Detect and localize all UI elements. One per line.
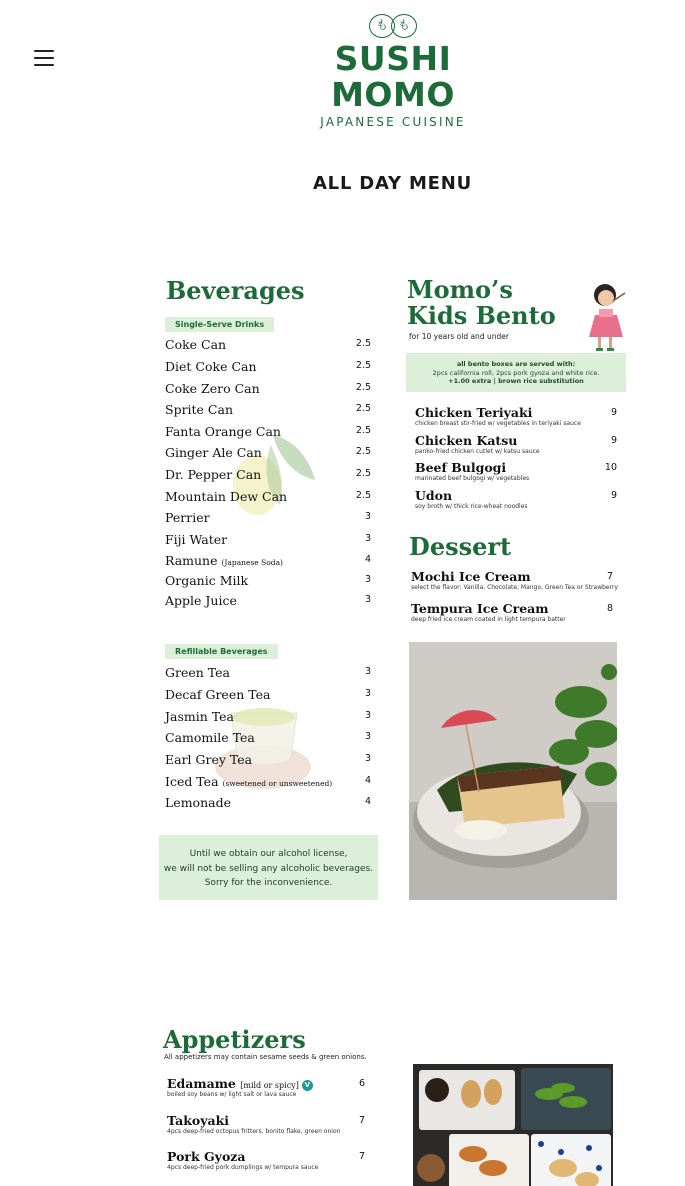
appetizer-item-desc: boiled soy beans w/ light salt or lava sauce	[167, 1091, 297, 1098]
refill-price: 3	[364, 731, 371, 742]
dessert-plate-illustration	[409, 642, 617, 900]
bento-item	[415, 405, 625, 427]
drink-price: 2.5	[355, 468, 371, 479]
bento-info-line: +1.00 extra | brown rice substitution	[448, 377, 584, 385]
appetizer-item-name-line	[167, 1149, 373, 1164]
single-serve-chip: Single-Serve Drinks	[165, 317, 274, 332]
dessert-item-price: 7	[606, 571, 613, 582]
kids-age-note: for 10 years old and under	[409, 332, 509, 341]
drink-price: 3	[364, 594, 371, 605]
drink-name: Ramune	[165, 553, 218, 568]
drink-name: Apple Juice	[165, 593, 237, 608]
girl-eating-illustration	[587, 279, 627, 353]
appetizer-item-price: 7	[358, 1151, 365, 1162]
appetizer-item-price: 6	[358, 1078, 365, 1089]
drink-price: 3	[364, 574, 371, 585]
bento-item-name: Chicken Teriyaki	[415, 405, 533, 420]
refill-row	[165, 665, 377, 680]
bento-item	[415, 460, 625, 482]
drink-row	[165, 359, 377, 374]
appetizer-item-note: [mild or spicy]	[240, 1081, 299, 1090]
refill-name: Green Tea	[165, 665, 230, 680]
drink-row	[165, 381, 377, 396]
drink-row	[165, 467, 377, 482]
drink-row	[165, 553, 377, 568]
appetizers-photo	[413, 1064, 613, 1186]
bento-info-box	[406, 353, 626, 392]
drink-name: Organic Milk	[165, 573, 249, 588]
appetizer-item-price: 7	[358, 1115, 365, 1126]
drink-name: Coke Can	[165, 337, 227, 352]
drink-name: Diet Coke Can	[165, 359, 257, 374]
appetizer-item	[167, 1076, 373, 1098]
dessert-item-desc: deep fried ice cream coated in light tempura batter	[411, 616, 566, 623]
drink-price: 2.5	[355, 425, 371, 436]
site-logo[interactable]	[272, 14, 514, 129]
drink-price: 2.5	[355, 403, 371, 414]
drink-price: 3	[364, 533, 371, 544]
drink-price: 3	[364, 511, 371, 522]
appetizer-item-name-line	[167, 1113, 373, 1128]
bento-info-line: 2pcs california roll, 2pcs pork gyoza and white rice.	[432, 368, 600, 377]
page-title: ALL DAY MENU	[312, 173, 473, 194]
bento-item-desc: soy broth w/ thick rice-wheat noodles	[415, 503, 528, 510]
drink-price: 2.5	[355, 382, 371, 393]
appetizer-item-name: Pork Gyoza	[167, 1149, 246, 1164]
refill-price: 3	[364, 753, 371, 764]
bento-item-price: 9	[610, 435, 617, 446]
appetizer-item-name: Edamame	[167, 1076, 236, 1091]
drink-name: Sprite Can	[165, 402, 233, 417]
appetizers-title: Appetizers	[163, 1025, 306, 1054]
appetizer-item	[167, 1113, 373, 1135]
dessert-item-name: Mochi Ice Cream	[411, 569, 531, 584]
beverages-title: Beverages	[166, 276, 305, 305]
refill-row	[165, 709, 377, 724]
refill-name: Decaf Green Tea	[165, 687, 271, 702]
hamburger-menu-icon[interactable]	[34, 50, 54, 66]
drink-name: Coke Zero Can	[165, 381, 260, 396]
hamburger-line	[34, 50, 54, 52]
drink-price: 2.5	[355, 490, 371, 501]
dessert-item-desc: select the flavor: Vanilla, Chocolate, Mango, Green Tea or Strawberry	[411, 584, 618, 591]
bento-item-price: 9	[610, 490, 617, 501]
dessert-title: Dessert	[409, 532, 512, 561]
refill-price: 3	[364, 710, 371, 721]
logo-mark-right: も	[391, 14, 417, 38]
hamburger-line	[34, 57, 54, 59]
drink-row	[165, 337, 377, 352]
drink-row	[165, 489, 377, 504]
drink-name: Perrier	[165, 510, 210, 525]
bento-item-price: 10	[604, 462, 617, 473]
refillable-chip: Refillable Beverages	[165, 644, 278, 659]
kids-title-line-2: Kids Bento	[407, 301, 556, 330]
refill-row	[165, 774, 377, 789]
drink-price: 2.5	[355, 446, 371, 457]
kids-bento-title	[407, 277, 556, 329]
notice-line: Until we obtain our alcohol license,	[189, 849, 348, 859]
drink-row	[165, 402, 377, 417]
menu-image-appetizers	[155, 1020, 635, 1186]
dessert-item	[411, 569, 621, 591]
dessert-item-name: Tempura Ice Cream	[411, 601, 549, 616]
refill-price: 4	[364, 796, 371, 807]
refill-name: Camomile Tea	[165, 730, 255, 745]
bento-info-line: all bento boxes are served with:	[456, 360, 576, 368]
refill-name: Lemonade	[165, 795, 231, 810]
logo-subtitle: JAPANESE CUISINE	[320, 115, 466, 129]
drink-price: 2.5	[355, 338, 371, 349]
vegetarian-badge-icon: V	[302, 1080, 313, 1091]
logo-mark	[272, 14, 514, 40]
bento-item-price: 9	[610, 407, 617, 418]
appetizer-item-desc: 4pcs deep-fried octopus fritters, bonito flake, green onion	[167, 1128, 341, 1135]
bento-item-name: Udon	[415, 488, 453, 503]
bento-item-desc: marinated beef bulgogi w/ vegetables	[415, 475, 530, 482]
refill-name: Earl Grey Tea	[165, 752, 253, 767]
bento-item	[415, 433, 625, 455]
drink-row	[165, 532, 377, 547]
drink-name: Fiji Water	[165, 532, 228, 547]
drink-price: 4	[364, 554, 371, 565]
kids-title-line-1: Momo’s	[407, 275, 513, 304]
drink-row	[165, 424, 377, 439]
refill-row	[165, 795, 377, 810]
refill-price: 3	[364, 666, 371, 677]
drink-row	[165, 573, 377, 588]
menu-image-drinks-kids-dessert	[155, 265, 635, 915]
refill-row	[165, 687, 377, 702]
drink-note: (Japanese Soda)	[221, 558, 283, 567]
appetizer-item-name: Takoyaki	[167, 1113, 229, 1128]
alcohol-notice	[159, 835, 378, 900]
bento-item-name: Beef Bulgogi	[415, 460, 507, 475]
notice-line: Sorry for the inconvenience.	[204, 878, 333, 888]
dessert-item	[411, 601, 621, 623]
drink-name: Ginger Ale Can	[165, 445, 262, 460]
refill-name: Iced Tea	[165, 774, 219, 789]
drink-row	[165, 445, 377, 460]
drink-name: Dr. Pepper Can	[165, 467, 262, 482]
refill-row	[165, 752, 377, 767]
logo-mark-left: も	[369, 14, 395, 38]
appetizers-note: All appetizers may contain sesame seeds & green onions.	[164, 1053, 367, 1061]
hamburger-line	[34, 64, 54, 66]
refill-note: (sweetened or unsweetened)	[222, 779, 333, 788]
drink-row	[165, 593, 377, 608]
bento-item-desc: chicken breast stir-fried w/ vegetables in teriyaki sauce	[415, 420, 581, 427]
bento-item-name: Chicken Katsu	[415, 433, 518, 448]
refill-price: 4	[364, 775, 371, 786]
refill-row	[165, 730, 377, 745]
appetizer-item-desc: 4pcs deep-fried pork dumplings w/ tempura sauce	[167, 1164, 319, 1171]
bento-item-desc: panko-fried chicken cutlet w/ katsu sauce	[415, 448, 540, 455]
refill-name: Jasmin Tea	[165, 709, 234, 724]
refill-price: 3	[364, 688, 371, 699]
appetizer-item	[167, 1149, 373, 1171]
bento-item	[415, 488, 625, 510]
dessert-item-price: 8	[606, 603, 613, 614]
drink-price: 2.5	[355, 360, 371, 371]
drink-name: Fanta Orange Can	[165, 424, 281, 439]
appetizer-item-name-line	[167, 1076, 373, 1091]
drink-row	[165, 510, 377, 525]
logo-name: SUSHI MOMO	[331, 39, 455, 114]
drink-name: Mountain Dew Can	[165, 489, 288, 504]
notice-line: we will not be selling any alcoholic beverages.	[163, 863, 374, 874]
tempura-ice-cream-photo	[409, 642, 617, 900]
appetizer-plates-illustration	[413, 1064, 613, 1186]
